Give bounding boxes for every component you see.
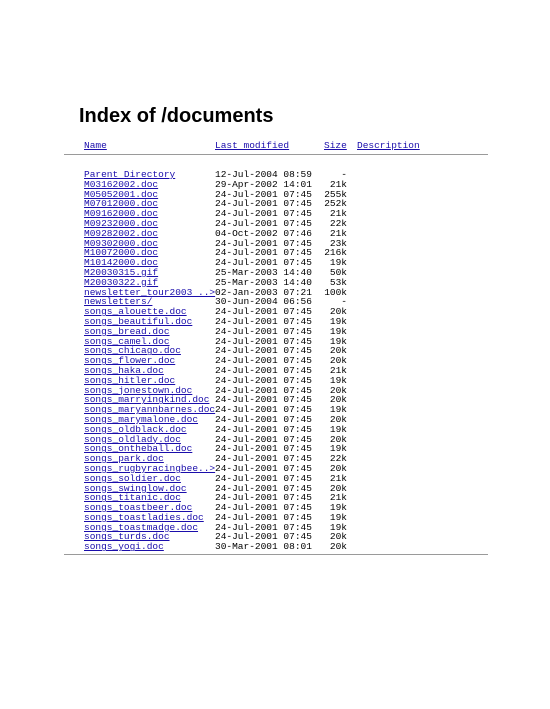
size-cell: - — [341, 296, 347, 308]
file-link[interactable]: songs_flower.doc — [84, 355, 176, 367]
size-cell: 20k — [329, 531, 347, 543]
file-link[interactable]: songs_hitler.doc — [84, 374, 176, 386]
file-link[interactable]: M09232000.doc — [84, 217, 159, 229]
last-modified-cell: 24-Jul-2001 07:45 — [215, 502, 312, 514]
last-modified-cell: 30-Mar-2001 08:01 — [215, 541, 312, 553]
last-modified-cell: 24-Jul-2001 07:45 — [215, 423, 312, 435]
last-modified-cell: 24-Jul-2001 07:45 — [215, 217, 312, 229]
footer-divider — [64, 554, 488, 555]
file-link[interactable]: songs_swinglow.doc — [84, 482, 187, 494]
file-link[interactable]: M10072000.doc — [84, 247, 159, 259]
size-cell: 100k — [324, 286, 347, 298]
size-cell: 19k — [329, 325, 347, 337]
size-cell: 19k — [329, 374, 347, 386]
size-cell: 23k — [329, 237, 347, 249]
file-link[interactable]: songs_ontheball.doc — [84, 443, 193, 455]
file-link[interactable]: songs_toastladies.doc — [84, 511, 204, 523]
last-modified-cell: 24-Jul-2001 07:45 — [215, 237, 312, 249]
last-modified-cell: 24-Jul-2001 07:45 — [215, 462, 312, 474]
size-cell: 252k — [324, 198, 347, 210]
last-modified-cell: 25-Mar-2003 14:40 — [215, 276, 312, 288]
column-header-row — [84, 141, 504, 152]
page-title: Index of /documents — [79, 105, 274, 127]
listing-row — [84, 542, 504, 552]
size-cell: 20k — [329, 433, 347, 445]
last-modified-cell: 29-Apr-2002 14:01 — [215, 178, 312, 190]
size-cell: 21k — [329, 472, 347, 484]
last-modified-cell: 24-Jul-2001 07:45 — [215, 374, 312, 386]
size-cell: 20k — [329, 482, 347, 494]
size-cell: 20k — [329, 541, 347, 553]
sort-by-name-link[interactable]: Name — [84, 140, 107, 151]
sort-by-last-modified-link[interactable]: Last modified — [215, 140, 290, 151]
file-link[interactable]: M20030315.gif — [84, 266, 159, 278]
last-modified-cell: 24-Jul-2001 07:45 — [215, 355, 312, 367]
size-cell: 19k — [329, 335, 347, 347]
size-cell: 19k — [329, 257, 347, 269]
file-link[interactable]: songs_toastmadge.doc — [84, 521, 199, 533]
last-modified-cell: 24-Jul-2001 07:45 — [215, 247, 312, 259]
file-link[interactable]: songs_oldblack.doc — [84, 423, 187, 435]
size-cell: 20k — [329, 394, 347, 406]
last-modified-cell: 24-Jul-2001 07:45 — [215, 511, 312, 523]
last-modified-cell: 24-Jul-2001 07:45 — [215, 345, 312, 357]
size-cell: 19k — [329, 511, 347, 523]
file-link[interactable]: songs_turds.doc — [84, 531, 170, 543]
sort-by-description-link[interactable]: Description — [357, 140, 420, 151]
last-modified-cell: 24-Jul-2001 07:45 — [215, 315, 312, 327]
file-link[interactable]: songs_yogi.doc — [84, 541, 164, 553]
last-modified-cell: 24-Jul-2001 07:45 — [215, 306, 312, 318]
last-modified-cell: 04-Oct-2002 07:46 — [215, 227, 312, 239]
size-cell: 19k — [329, 521, 347, 533]
file-listing — [84, 170, 504, 552]
file-link[interactable]: M07012000.doc — [84, 198, 159, 210]
sort-by-size-link[interactable]: Size — [324, 140, 347, 151]
last-modified-cell: 24-Jul-2001 07:45 — [215, 394, 312, 406]
size-cell: 21k — [329, 492, 347, 504]
last-modified-cell: 24-Jul-2001 07:45 — [215, 257, 312, 269]
last-modified-cell: 02-Jan-2003 07:21 — [215, 286, 312, 298]
last-modified-cell: 24-Jul-2001 07:45 — [215, 325, 312, 337]
last-modified-cell: 12-Jul-2004 08:59 — [215, 169, 312, 180]
last-modified-cell: 24-Jul-2001 07:45 — [215, 472, 312, 484]
last-modified-cell: 24-Jul-2001 07:45 — [215, 413, 312, 425]
size-cell: - — [341, 169, 347, 180]
size-cell: 53k — [329, 276, 347, 288]
header-divider — [64, 154, 488, 155]
file-link[interactable]: songs_oldlady.doc — [84, 433, 181, 445]
size-cell: 19k — [329, 423, 347, 435]
file-link[interactable]: M09282002.doc — [84, 227, 159, 239]
parent-directory-link[interactable]: Parent Directory — [84, 169, 176, 180]
last-modified-cell: 25-Mar-2003 14:40 — [215, 266, 312, 278]
file-link[interactable]: songs_jonestown.doc — [84, 384, 193, 396]
file-link[interactable]: songs_haka.doc — [84, 364, 164, 376]
size-cell: 19k — [329, 404, 347, 416]
size-cell: 21k — [329, 178, 347, 190]
size-cell: 50k — [329, 266, 347, 278]
size-cell: 216k — [324, 247, 347, 259]
file-link[interactable]: M09302000.doc — [84, 237, 159, 249]
size-cell: 19k — [329, 443, 347, 455]
file-link[interactable]: newsletters/ — [84, 296, 153, 308]
size-cell: 22k — [329, 217, 347, 229]
file-link[interactable]: songs_rugbyracingbee..> — [84, 462, 216, 474]
file-link[interactable]: M05052001.doc — [84, 188, 159, 200]
file-link[interactable]: songs_toastbeer.doc — [84, 502, 193, 514]
file-link[interactable]: songs_maryannbarnes.doc — [84, 404, 216, 416]
file-link[interactable]: songs_alouette.doc — [84, 306, 187, 318]
file-link[interactable]: M09162000.doc — [84, 208, 159, 220]
file-link[interactable]: newsletter_tour2003 ..> — [84, 286, 216, 298]
file-link[interactable]: songs_titanic.doc — [84, 492, 181, 504]
file-link[interactable]: M03162002.doc — [84, 178, 159, 190]
last-modified-cell: 30-Jun-2004 06:56 — [215, 296, 312, 308]
file-link[interactable]: songs_bread.doc — [84, 325, 170, 337]
size-cell: 19k — [329, 502, 347, 514]
file-link[interactable]: M10142000.doc — [84, 257, 159, 269]
file-link[interactable]: songs_chicago.doc — [84, 345, 181, 357]
size-cell: 20k — [329, 306, 347, 318]
last-modified-cell: 24-Jul-2001 07:45 — [215, 335, 312, 347]
last-modified-cell: 24-Jul-2001 07:45 — [215, 404, 312, 416]
size-cell: 21k — [329, 364, 347, 376]
size-cell: 20k — [329, 384, 347, 396]
size-cell: 20k — [329, 345, 347, 357]
last-modified-cell: 24-Jul-2001 07:45 — [215, 384, 312, 396]
size-cell: 20k — [329, 355, 347, 367]
last-modified-cell: 24-Jul-2001 07:45 — [215, 521, 312, 533]
file-link[interactable]: M20030322.gif — [84, 276, 159, 288]
last-modified-cell: 24-Jul-2001 07:45 — [215, 453, 312, 465]
size-cell: 21k — [329, 227, 347, 239]
last-modified-cell: 24-Jul-2001 07:45 — [215, 208, 312, 220]
file-link[interactable]: songs_marryingkind.doc — [84, 394, 210, 406]
size-cell: 20k — [329, 462, 347, 474]
last-modified-cell: 24-Jul-2001 07:45 — [215, 443, 312, 455]
file-link[interactable]: songs_marymalone.doc — [84, 413, 199, 425]
size-cell: 21k — [329, 208, 347, 220]
size-cell: 19k — [329, 315, 347, 327]
last-modified-cell: 24-Jul-2001 07:45 — [215, 188, 312, 200]
file-link[interactable]: songs_camel.doc — [84, 335, 170, 347]
last-modified-cell: 24-Jul-2001 07:45 — [215, 531, 312, 543]
size-cell: 20k — [329, 413, 347, 425]
last-modified-cell: 24-Jul-2001 07:45 — [215, 492, 312, 504]
file-link[interactable]: songs_beautiful.doc — [84, 315, 193, 327]
last-modified-cell: 24-Jul-2001 07:45 — [215, 433, 312, 445]
last-modified-cell: 24-Jul-2001 07:45 — [215, 482, 312, 494]
file-link[interactable]: songs_soldier.doc — [84, 472, 181, 484]
last-modified-cell: 24-Jul-2001 07:45 — [215, 198, 312, 210]
size-cell: 255k — [324, 188, 347, 200]
file-link[interactable]: songs_park.doc — [84, 453, 164, 465]
last-modified-cell: 24-Jul-2001 07:45 — [215, 364, 312, 376]
size-cell: 22k — [329, 453, 347, 465]
